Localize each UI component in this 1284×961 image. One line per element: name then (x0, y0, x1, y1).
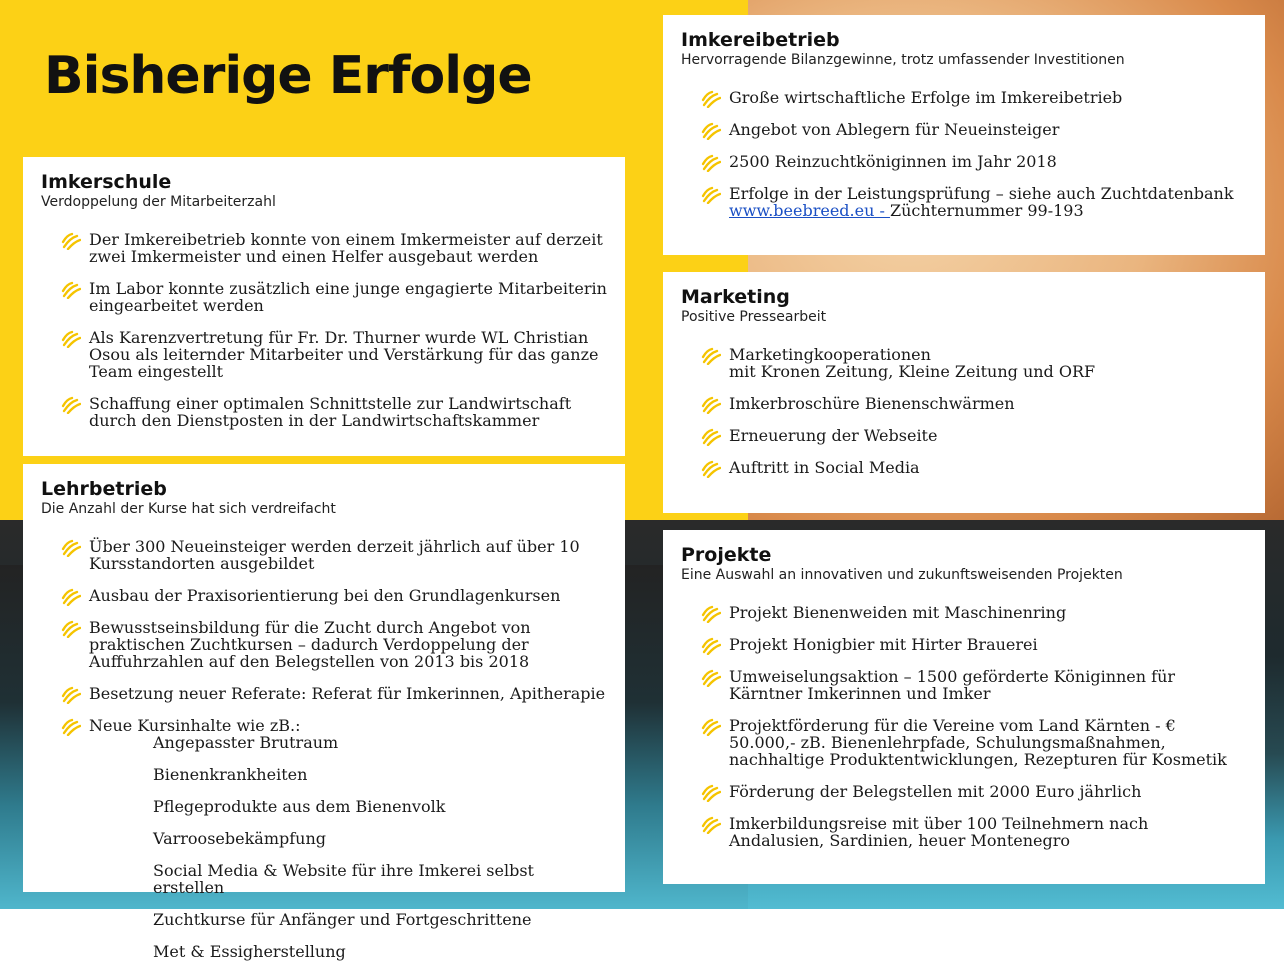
list-item: Erneuerung der Webseite (681, 427, 1247, 444)
list-item: Imkerbildungsreise mit über 100 Teilnehmern nach Andalusien, Sardinien, heuer Montenegro (681, 815, 1247, 849)
list-item: Erfolge in der Leistungsprüfung – siehe auch Zuchtdatenbank www.beebreed.eu - Züchternummer 99-193 (681, 185, 1247, 219)
bee-stripes-icon (61, 232, 81, 250)
list-item: Marketingkooperationen mit Kronen Zeitung, Kleine Zeitung und ORF (681, 346, 1247, 380)
course-item: Met & Essigherstellung (153, 942, 346, 961)
card-title: Lehrbetrieb (41, 478, 167, 500)
list-item: Der Imkereibetrieb konnte von einem Imkermeister auf derzeit zwei Imkermeister und einen Helfer ausgebaut werden (41, 231, 607, 265)
item-list (681, 604, 1247, 849)
course-item: Angepasster Brutraum (153, 733, 339, 752)
bee-stripes-icon (701, 637, 721, 655)
bee-stripes-icon (701, 428, 721, 446)
item-list (41, 231, 607, 429)
bee-stripes-icon (701, 718, 721, 736)
list-item: Projektförderung für die Vereine vom Land Kärnten - € 50.000,- zB. Bienenlehrpfade, Schulungsmaßnahmen, nachhaltige Produktentwicklungen, Rezepturen für Kosmetik (681, 717, 1247, 768)
course-item: Zuchtkurse für Anfänger und Fortgeschrittene (153, 910, 532, 929)
card-title: Imkerschule (41, 171, 172, 193)
list-item: Projekt Honigbier mit Hirter Brauerei (681, 636, 1247, 653)
bee-stripes-icon (701, 669, 721, 687)
course-list (89, 734, 607, 960)
list-item: Angebot von Ablegern für Neueinsteiger (681, 121, 1247, 138)
card-subtitle: Hervorragende Bilanzgewinne, trotz umfassender Investitionen (681, 52, 1125, 68)
course-item: Social Media & Website für ihre Imkerei selbst erstellen (153, 861, 534, 897)
bee-stripes-icon (61, 620, 81, 638)
card-imkerschule (23, 157, 625, 456)
bee-stripes-icon (701, 186, 721, 204)
card-title: Marketing (681, 286, 790, 308)
bee-stripes-icon (701, 347, 721, 365)
card-subtitle: Eine Auswahl an innovativen und zukunftsweisenden Projekten (681, 567, 1123, 583)
list-item: Projekt Bienenweiden mit Maschinenring (681, 604, 1247, 621)
list-item: Große wirtschaftliche Erfolge im Imkereibetrieb (681, 89, 1247, 106)
bee-stripes-icon (61, 686, 81, 704)
item-list (681, 346, 1247, 476)
list-item: Ausbau der Praxisorientierung bei den Grundlagenkursen (41, 587, 607, 604)
list-item: Über 300 Neueinsteiger werden derzeit jährlich auf über 10 Kursstandorten ausgebildet (41, 538, 607, 572)
list-item: Im Labor konnte zusätzlich eine junge engagierte Mitarbeiterin eingearbeitet werden (41, 280, 607, 314)
bee-stripes-icon (701, 605, 721, 623)
card-subtitle: Positive Pressearbeit (681, 309, 827, 325)
bee-stripes-icon (61, 588, 81, 606)
card-projekte (663, 530, 1265, 884)
course-item: Bienenkrankheiten (153, 765, 308, 784)
list-item: Bewusstseinsbildung für die Zucht durch Angebot von praktischen Zuchtkursen – dadurch Verdoppelung der Auffuhrzahlen auf den Belegstellen von 2013 bis 2018 (41, 619, 607, 670)
bee-stripes-icon (61, 330, 81, 348)
bee-stripes-icon (61, 396, 81, 414)
bee-stripes-icon (701, 816, 721, 834)
bee-stripes-icon (701, 396, 721, 414)
list-item: Umweiselungsaktion – 1500 geförderte Königinnen für Kärntner Imkerinnen und Imker (681, 668, 1247, 702)
item-list (41, 538, 607, 960)
list-item: Besetzung neuer Referate: Referat für Imkerinnen, Apitherapie (41, 685, 607, 702)
list-item: Förderung der Belegstellen mit 2000 Euro jährlich (681, 783, 1247, 800)
beebreed-link[interactable]: www.beebreed.eu - (729, 201, 890, 220)
list-item: Auftritt in Social Media (681, 459, 1247, 476)
list-item: Imkerbroschüre Bienenschwärmen (681, 395, 1247, 412)
card-title: Projekte (681, 544, 772, 566)
page-title: Bisherige Erfolge (44, 46, 532, 106)
bee-stripes-icon (701, 122, 721, 140)
course-item: Pflegeprodukte aus dem Bienenvolk (153, 797, 446, 816)
bee-stripes-icon (701, 154, 721, 172)
card-lehrbetrieb (23, 464, 625, 961)
list-item-courses: Neue Kursinhalte wie zB.: Angepasster Brutraum Bienenkrankheiten Pflegeprodukte aus dem Bienenvolk Varroosebekämpfung Social Media & Website für ihre Imkerei selbst erstellen Zuchtkurse für Anfänger und Fortgeschrittene Met & Essigherstellung (41, 717, 607, 960)
bee-stripes-icon (701, 90, 721, 108)
list-item: Als Karenzvertretung für Fr. Dr. Thurner wurde WL Christian Osou als leiternder Mitarbeiter und Verstärkung für das ganze Team eingestellt (41, 329, 607, 380)
bee-stripes-icon (61, 718, 81, 736)
card-title: Imkereibetrieb (681, 29, 840, 51)
bee-stripes-icon (61, 281, 81, 299)
course-item: Varroosebekämpfung (153, 829, 326, 848)
card-subtitle: Verdoppelung der Mitarbeiterzahl (41, 194, 276, 210)
card-imkereibetrieb (663, 15, 1265, 255)
list-item: Schaffung einer optimalen Schnittstelle zur Landwirtschaft durch den Dienstposten in der Landwirtschaftskammer (41, 395, 607, 429)
bee-stripes-icon (701, 460, 721, 478)
bee-stripes-icon (61, 539, 81, 557)
list-item: 2500 Reinzuchtköniginnen im Jahr 2018 (681, 153, 1247, 170)
bee-stripes-icon (701, 784, 721, 802)
card-subtitle: Die Anzahl der Kurse hat sich verdreifacht (41, 501, 336, 517)
item-list (681, 89, 1247, 219)
card-marketing (663, 272, 1265, 513)
